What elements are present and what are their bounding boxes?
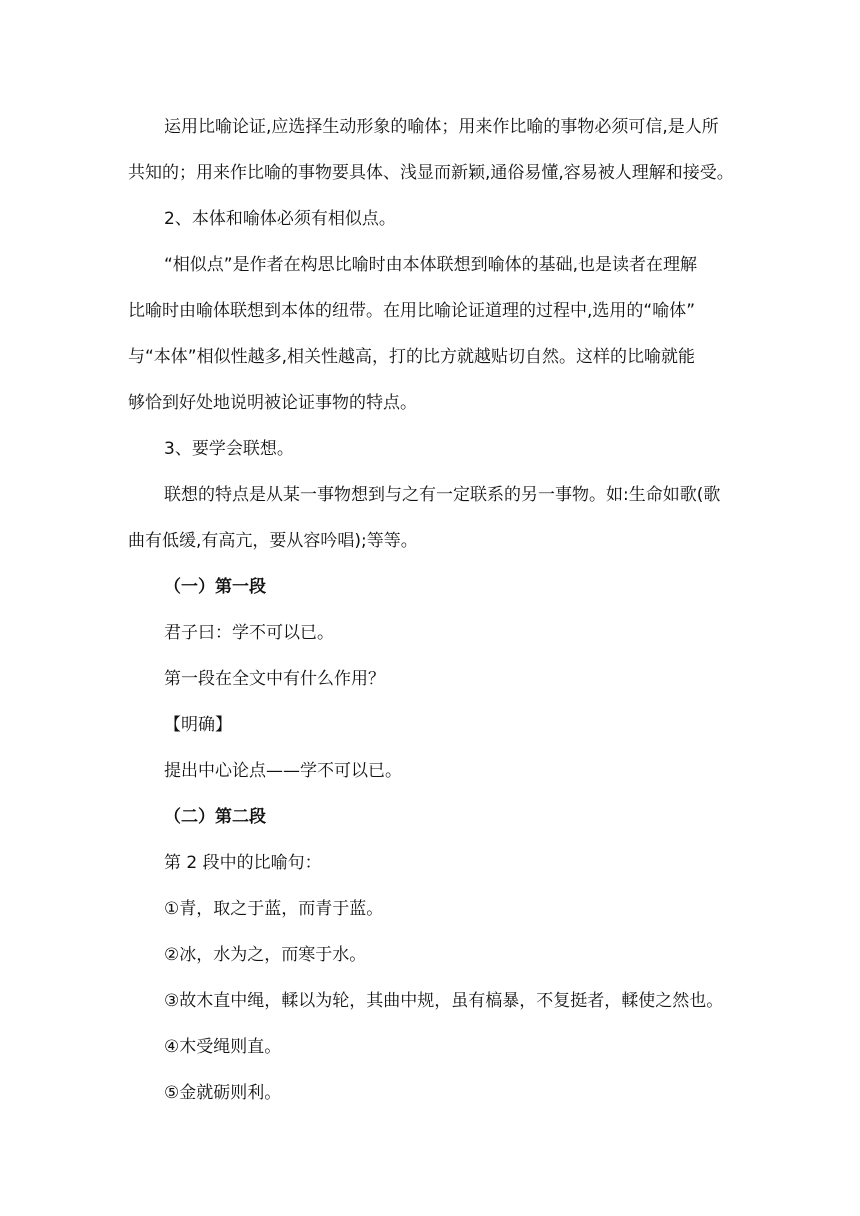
paragraph-line: 曲有低缓,有高亢，要从容吟唱);等等。 <box>128 531 418 551</box>
answer-line: 提出中心论点——学不可以已。 <box>164 761 402 781</box>
paragraph-line: 运用比喻论证,应选择生动形象的喻体；用来作比喻的事物必须可信,是人所 <box>164 117 719 137</box>
metaphor-item: ③故木直中绳，輮以为轮，其曲中规，虽有槁暴，不复挺者，輮使之然也。 <box>164 991 724 1011</box>
section-title: （一）第一段 <box>164 577 266 597</box>
point-heading: 3、要学会联想。 <box>164 439 294 459</box>
paragraph-line: 共知的；用来作比喻的事物要具体、浅显而新颖,通俗易懂,容易被人理解和接受。 <box>128 163 734 183</box>
paragraph-line: 够恰到好处地说明被论证事物的特点。 <box>128 393 417 413</box>
metaphor-item: ①青，取之于蓝，而青于蓝。 <box>164 899 384 919</box>
clarify-label: 【明确】 <box>164 715 232 735</box>
point-heading: 2、本体和喻体必须有相似点。 <box>164 209 396 229</box>
quote-line: 君子曰：学不可以已。 <box>164 623 334 643</box>
paragraph-line: 与“本体”相似性越多,相关性越高，打的比方就越贴切自然。这样的比喻就能 <box>128 347 696 367</box>
question-line: 第一段在全文中有什么作用？ <box>164 669 385 689</box>
paragraph-line: “相似点”是作者在构思比喻时由本体联想到喻体的基础,也是读者在理解 <box>164 255 698 275</box>
document-body <box>128 104 732 1116</box>
metaphor-item: ⑤金就砺则利。 <box>164 1083 282 1103</box>
paragraph-line: 联想的特点是从某一事物想到与之有一定联系的另一事物。如:生命如歌(歌 <box>164 485 721 505</box>
metaphor-item: ④木受绳则直。 <box>164 1037 282 1057</box>
paragraph-line: 比喻时由喻体联想到本体的纽带。在用比喻论证道理的过程中,选用的“喻体” <box>128 301 696 321</box>
metaphor-item: ②冰，水为之，而寒于水。 <box>164 945 367 965</box>
section-title: （二）第二段 <box>164 807 266 827</box>
intro-line: 第 2 段中的比喻句： <box>164 853 322 873</box>
